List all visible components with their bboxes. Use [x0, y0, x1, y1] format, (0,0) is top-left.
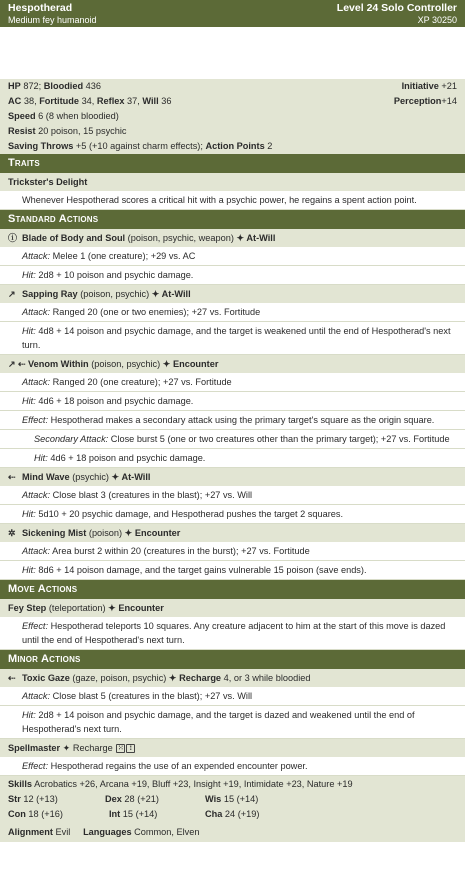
power-feystep-title: Fey Step (teleportation) ✦ Encounter	[0, 599, 465, 617]
power-venom-secondary: Secondary Attack: Close burst 5 (one or two creatures other than the primary target); +27 vs. Fortitude	[0, 430, 465, 449]
power-gaze-hit: Hit: 2d8 + 14 poison and psychic damage, and the target is dazed and weakened until the end of Hespotherad's next turn.	[0, 706, 465, 739]
power-spellmaster-title: Spellmaster ✦ Recharge ⁙ ⁞	[0, 739, 465, 757]
ranged-icon: ↗	[8, 289, 16, 299]
power-mist-attack: Attack: Area burst 2 within 20 (creatures in the burst); +27 vs. Fortitude	[0, 542, 465, 561]
close-blast-icon: ⇠	[8, 673, 16, 683]
trait-text: Whenever Hespotherad scores a critical hit with a psychic power, he regains a spent action point.	[0, 191, 465, 210]
footer-skills: Skills Acrobatics +26, Arcana +19, Bluff +23, Insight +19, Intimidate +23, Nature +19	[0, 776, 465, 792]
stat-defenses-row: AC 38, Fortitude 34, Reflex 37, Will 36 Perception+14	[0, 94, 465, 109]
power-sapping-attack: Attack: Ranged 20 (one or two enemies); +27 vs. Fortitude	[0, 303, 465, 322]
stat-speed-row: Speed 6 (8 when bloodied)	[0, 109, 465, 124]
footer-alignment: Alignment Evil Languages Common, Elven	[0, 822, 465, 842]
power-sapping-title: ↗ Sapping Ray (poison, psychic) ✦ At-Will	[0, 285, 465, 303]
stat-block-header	[0, 0, 465, 27]
stat-hp-row: HP 872; Bloodied 436 Initiative +21	[0, 79, 465, 94]
power-venom-effect: Effect: Hespotherad makes a secondary attack using the primary target's square as the origin square.	[0, 411, 465, 430]
monster-name: Hespotherad	[8, 2, 73, 14]
power-venom-secondary-hit: Hit: 4d6 + 18 poison and psychic damage.	[0, 449, 465, 468]
power-mindwave-attack: Attack: Close blast 3 (creatures in the blast); +27 vs. Will	[0, 486, 465, 505]
footer-abilities-1: Str 12 (+13) Dex 28 (+21) Wis 15 (+14)	[0, 792, 465, 807]
die-five-icon: ⁙	[117, 745, 124, 753]
melee-basic-icon: ⓘ	[8, 233, 18, 243]
power-gaze-attack: Attack: Close blast 5 (creatures in the blast); +27 vs. Will	[0, 687, 465, 706]
section-standard-actions: Standard Actions	[0, 210, 465, 229]
power-blade-hit: Hit: 2d8 + 10 poison and psychic damage.	[0, 266, 465, 285]
power-mindwave-hit: Hit: 5d10 + 20 psychic damage, and Hespotherad pushes the target 2 squares.	[0, 505, 465, 524]
section-minor-actions: Minor Actions	[0, 650, 465, 669]
power-mist-hit: Hit: 8d6 + 14 poison damage, and the target gains vulnerable 15 poison (save ends).	[0, 561, 465, 580]
perception: Perception+14	[393, 96, 457, 106]
power-venom-title: ↗ ⇠ Venom Within (poison, psychic) ✦ Encounter	[0, 355, 465, 373]
stat-resist-row: Resist 20 poison, 15 psychic	[0, 124, 465, 139]
monster-xp: XP 30250	[417, 15, 457, 25]
blank-gap	[0, 27, 465, 79]
section-move-actions: Move Actions	[0, 580, 465, 599]
power-mist-title: ✲ Sickening Mist (poison) ✦ Encounter	[0, 524, 465, 542]
initiative: Initiative +21	[401, 81, 457, 91]
section-traits: Traits	[0, 154, 465, 173]
power-venom-hit: Hit: 4d6 + 18 poison and psychic damage.	[0, 392, 465, 411]
monster-level: Level 24 Solo Controller	[336, 2, 457, 14]
trait-title: Trickster's Delight	[0, 173, 465, 191]
close-blast-icon: ⇠	[8, 472, 16, 482]
power-venom-attack: Attack: Ranged 20 (one creature); +27 vs. Fortitude	[0, 373, 465, 392]
power-sapping-hit: Hit: 4d8 + 14 poison and psychic damage, and the target is weakened until the end of Hespotherad's next turn.	[0, 322, 465, 355]
monster-type: Medium fey humanoid	[8, 15, 97, 25]
ranged-close-icon: ↗ ⇠	[8, 359, 26, 369]
power-gaze-title: ⇠ Toxic Gaze (gaze, poison, psychic) ✦ Recharge 4, or 3 while bloodied	[0, 669, 465, 687]
power-spellmaster-effect: Effect: Hespotherad regains the use of an expended encounter power.	[0, 757, 465, 776]
footer-abilities-2: Con 18 (+16) Int 15 (+14) Cha 24 (+19)	[0, 807, 465, 822]
die-six-icon: ⁞	[126, 744, 135, 753]
power-mindwave-title: ⇠ Mind Wave (psychic) ✦ At-Will	[0, 468, 465, 486]
power-blade-title: ⓘ Blade of Body and Soul (poison, psychic, weapon) ✦ At-Will	[0, 229, 465, 247]
power-feystep-effect: Effect: Hespotherad teleports 10 squares. Any creature adjacent to him at the start of this move is dazed until the end of Hespotherad's next turn.	[0, 617, 465, 650]
area-burst-icon: ✲	[8, 528, 16, 538]
power-blade-attack: Attack: Melee 1 (one creature); +29 vs. AC	[0, 247, 465, 266]
stat-saves-row: Saving Throws +5 (+10 against charm effects); Action Points 2	[0, 139, 465, 154]
